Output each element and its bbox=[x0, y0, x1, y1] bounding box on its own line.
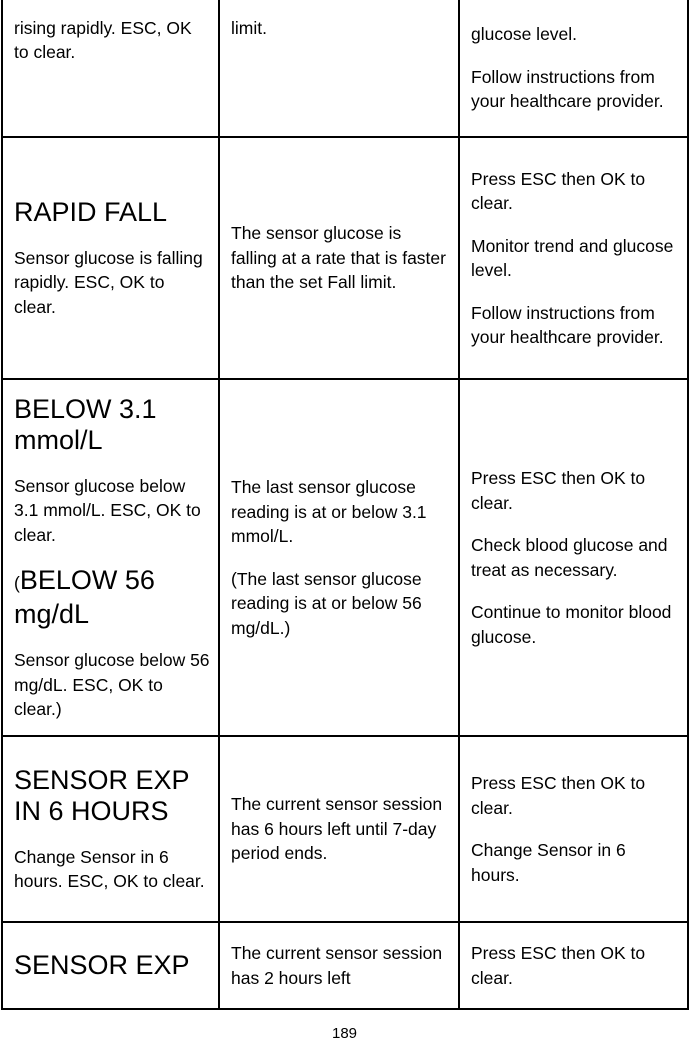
cause-cell bbox=[219, 922, 459, 1009]
alert-cell bbox=[2, 922, 219, 1009]
action-cell bbox=[459, 137, 688, 379]
action-cell bbox=[459, 0, 688, 137]
alert-subtitle-text: BELOW 56 mg/dL bbox=[14, 565, 155, 629]
action-text: Follow instructions from your healthcare provider. bbox=[471, 66, 664, 112]
alert-message: Sensor glucose below 3.1 mmol/L. ESC, OK to clear. bbox=[14, 475, 201, 545]
alert-title: BELOW 3.1 mmol/L bbox=[14, 393, 157, 455]
cause-text: The current sensor session has 6 hours left until 7-day period ends. bbox=[231, 794, 443, 864]
cause-cell bbox=[219, 736, 459, 922]
cause-cell bbox=[219, 137, 459, 379]
table-row bbox=[2, 379, 688, 736]
action-text: Press ESC then OK to clear. bbox=[471, 468, 646, 513]
action-text: Press ESC then OK to clear. bbox=[471, 773, 646, 818]
alert-title: RAPID FALL bbox=[14, 196, 168, 227]
alert-subtitle bbox=[14, 565, 210, 630]
cause-text: The sensor glucose is falling at a rate that is faster than the set Fall limit. bbox=[231, 223, 446, 293]
paren-open: ( bbox=[14, 573, 20, 593]
alert-cell bbox=[2, 137, 219, 379]
action-text: Change Sensor in 6 hours. bbox=[471, 840, 626, 885]
action-text: Press ESC then OK to clear. bbox=[471, 168, 646, 213]
alert-cell bbox=[2, 0, 219, 137]
table-row bbox=[2, 736, 688, 922]
action-text: glucose level. bbox=[471, 24, 578, 45]
cause-cell bbox=[219, 379, 459, 736]
action-cell bbox=[459, 736, 688, 922]
action-text: Continue to monitor blood glucose. bbox=[471, 602, 672, 647]
table-row bbox=[2, 137, 688, 379]
table-row bbox=[2, 922, 688, 1009]
table-row bbox=[2, 0, 688, 137]
alert-cell bbox=[2, 736, 219, 922]
action-text: Check blood glucose and treat as necessary. bbox=[471, 535, 668, 580]
cause-text: (The last sensor glucose reading is at or below 56 mg/dL.) bbox=[231, 568, 422, 638]
alert-message: Sensor glucose is falling rapidly. ESC, OK to clear. bbox=[14, 247, 203, 317]
alert-title: SENSOR EXP IN 6 HOURS bbox=[14, 764, 190, 826]
alert-title: SENSOR EXP bbox=[14, 950, 190, 980]
alerts-table bbox=[1, 0, 689, 1010]
cause-text: The current sensor session has 2 hours left bbox=[231, 943, 443, 988]
alert-cell bbox=[2, 379, 219, 736]
alert-message: Change Sensor in 6 hours. ESC, OK to clear. bbox=[14, 846, 205, 891]
page-number: 189 bbox=[331, 1025, 358, 1042]
alert-message: Sensor glucose below 56 mg/dL. ESC, OK to clear.) bbox=[14, 650, 210, 719]
action-text: Press ESC then OK to clear. bbox=[471, 943, 646, 988]
cause-text: limit. bbox=[231, 17, 267, 38]
action-text: Monitor trend and glucose level. bbox=[471, 235, 674, 280]
action-cell bbox=[459, 379, 688, 736]
alert-message: rising rapidly. ESC, OK to clear. bbox=[14, 17, 192, 62]
action-cell bbox=[459, 922, 688, 1009]
cause-cell bbox=[219, 0, 459, 137]
cause-text: The last sensor glucose reading is at or below 3.1 mmol/L. bbox=[231, 477, 427, 546]
action-text: Follow instructions from your healthcare provider. bbox=[471, 302, 664, 347]
